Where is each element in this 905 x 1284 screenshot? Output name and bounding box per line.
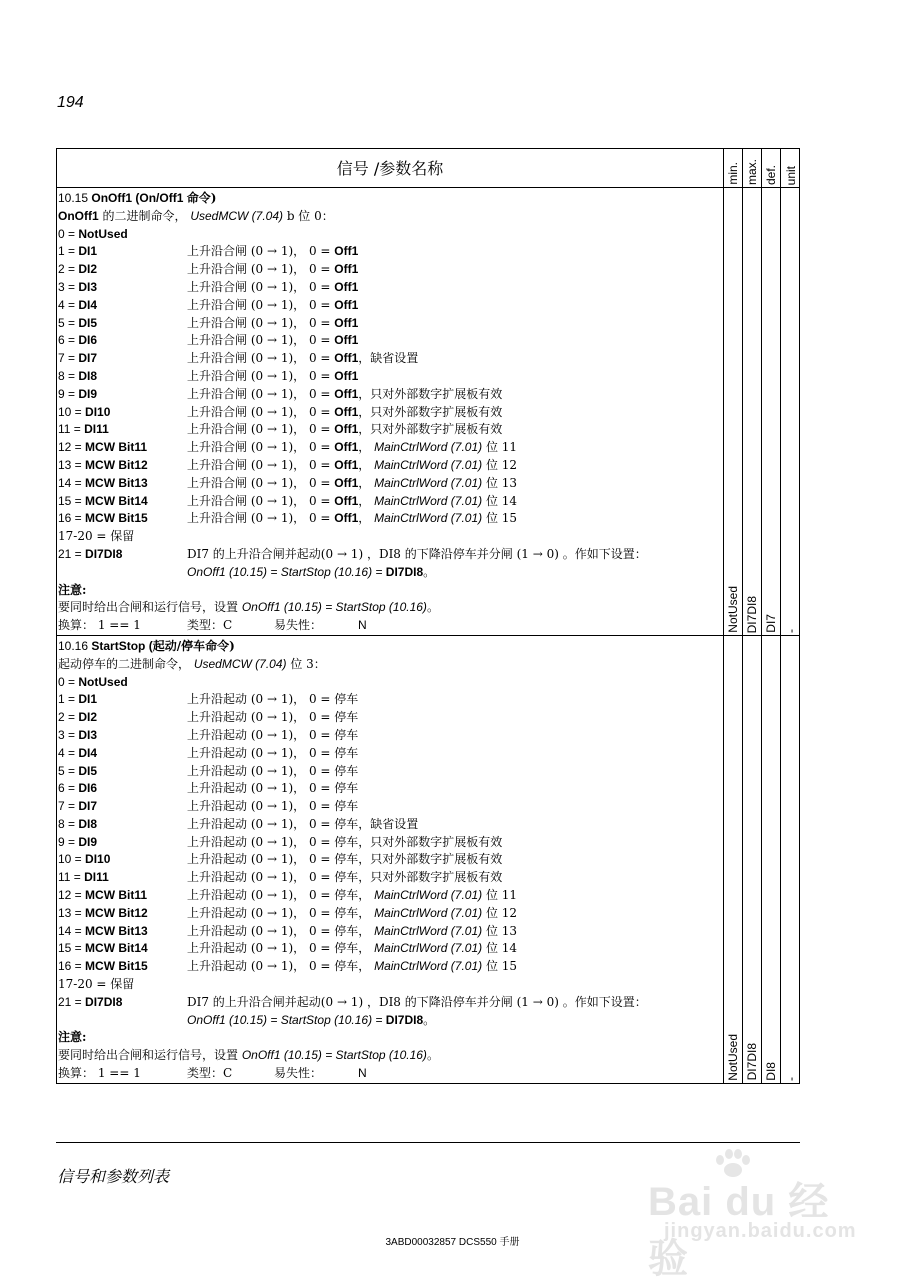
default-value: DI7	[764, 614, 778, 633]
option-desc: 上升沿起动 (0 → 1)， 0 = 停车	[187, 727, 359, 742]
option-number: 2 =	[58, 262, 79, 277]
di7di8-desc: DI7 的上升沿合闸并起动(0 → 1) ，DI8 的下降沿停车并分闸 (1 → 0) 。作如下设置：	[187, 994, 647, 1009]
desc-text: 起动停车的二进制命令，	[58, 656, 194, 671]
option-reference: MainCtrlWord (7.01)	[374, 511, 483, 526]
header-unit: unit	[784, 165, 798, 185]
option-desc: 上升沿合闸 (0 → 1)， 0 =	[187, 440, 335, 455]
option-note: ，	[358, 440, 375, 455]
option-row	[57, 332, 723, 350]
option-row	[57, 834, 723, 852]
option-name: MCW Bit15	[85, 511, 148, 526]
option-state: Off1	[334, 422, 359, 437]
option-number: 8 =	[58, 368, 79, 383]
option-row	[57, 798, 723, 816]
option-row	[57, 350, 723, 368]
option-note: ，	[358, 493, 375, 508]
footer-document-id: 3ABD00032857 DCS550 手册	[385, 1237, 520, 1248]
option-name: DI2	[78, 262, 98, 277]
option-reference: MainCtrlWord (7.01)	[374, 905, 483, 920]
option-state: Off1	[334, 475, 359, 490]
desc-reference: UsedMCW (7.04)	[193, 656, 287, 671]
option-number: 10 =	[58, 404, 86, 419]
option-row	[57, 261, 723, 279]
option-reference: MainCtrlWord (7.01)	[374, 475, 483, 490]
option-name: DI7DI8	[85, 994, 123, 1009]
option-zero	[57, 226, 723, 244]
option-row	[57, 745, 723, 763]
param-name-cn: 命令)	[186, 191, 217, 205]
option-desc: 上升沿合闸 (0 → 1)， 0 =	[187, 351, 335, 366]
option-di7di8	[57, 994, 723, 1012]
unit-value: -	[784, 628, 798, 633]
option-name: MCW Bit11	[85, 888, 148, 903]
note-label-text: 注意:	[58, 1030, 87, 1045]
option-row	[57, 780, 723, 798]
option-name: DI1	[78, 692, 98, 707]
option-reference: MainCtrlWord (7.01)	[374, 941, 483, 956]
note-text	[57, 1047, 723, 1065]
parameter-description-cell	[57, 188, 724, 636]
option-row	[57, 940, 723, 958]
option-state: Off1	[334, 368, 359, 383]
option-name: MCW Bit13	[85, 475, 148, 490]
def-cell	[762, 635, 781, 1083]
option-name: DI1	[78, 244, 98, 259]
baidu-watermark	[648, 1148, 858, 1281]
info-line	[57, 617, 723, 635]
option-reference: MainCtrlWord (7.01)	[374, 888, 483, 903]
option-number: 14 =	[58, 923, 86, 938]
option-bit: 位 13	[482, 475, 518, 490]
option-name: MCW Bit14	[85, 941, 148, 956]
header-min-cell	[724, 149, 743, 188]
param-number: 10.15	[58, 191, 92, 205]
option-state: Off1	[334, 493, 359, 508]
option-note: ，只对外部数字扩展板有效	[358, 422, 503, 437]
option-state: Off1	[334, 457, 359, 472]
option-state: Off1	[334, 262, 359, 277]
option-row	[57, 923, 723, 941]
option-note: ，只对外部数字扩展板有效	[358, 386, 503, 401]
header-title-cell	[57, 149, 724, 188]
watermark-logo: Bai du 经验	[648, 1180, 830, 1281]
header-max-cell	[743, 149, 762, 188]
option-number: 13 =	[58, 457, 86, 472]
option-bit: 位 13	[482, 923, 518, 938]
option-number: 15 =	[58, 493, 86, 508]
option-name: NotUsed	[78, 674, 128, 689]
option-note: ，缺省设置	[358, 351, 419, 366]
def-cell	[762, 188, 781, 636]
di7di8-formula	[57, 1012, 723, 1030]
option-bit: 位 12	[482, 905, 518, 920]
note-reference: OnOff1 (10.15) = StartStop (10.16)	[241, 1048, 427, 1063]
option-desc: 上升沿合闸 (0 → 1)， 0 =	[187, 422, 335, 437]
option-row	[57, 368, 723, 386]
di7di8-desc: DI7 的上升沿合闸并起动(0 → 1) ，DI8 的下降沿停车并分闸 (1 → 0) 。作如下设置：	[187, 546, 647, 561]
table-header-row	[57, 149, 800, 188]
formula-text: OnOff1 (10.15) = StartStop (10.16) =	[187, 1012, 386, 1027]
option-name: DI7	[78, 351, 98, 366]
option-number: 9 =	[58, 834, 79, 849]
formula-text: OnOff1 (10.15) = StartStop (10.16) =	[187, 564, 386, 579]
option-desc: 上升沿合闸 (0 → 1)， 0 =	[187, 297, 335, 312]
option-state: Off1	[334, 386, 359, 401]
option-desc: 上升沿合闸 (0 → 1)， 0 =	[187, 475, 335, 490]
note-body: 要同时给出合闸和运行信号，设置	[58, 600, 242, 615]
footer-rule	[56, 1142, 800, 1143]
formula-value: DI7DI8	[385, 1012, 424, 1027]
option-desc: 上升沿合闸 (0 → 1)， 0 =	[187, 404, 335, 419]
option-row	[57, 510, 723, 528]
unit-value: -	[784, 1076, 798, 1081]
option-desc: 上升沿起动 (0 → 1)， 0 = 停车	[187, 692, 359, 707]
option-bit: 位 11	[482, 440, 518, 455]
option-name: DI3	[78, 279, 98, 294]
option-name: NotUsed	[78, 226, 128, 241]
note-label-text: 注意:	[58, 582, 87, 597]
parameter-rows	[57, 188, 800, 1084]
parameter-title	[57, 190, 723, 208]
option-row	[57, 851, 723, 869]
option-row	[57, 386, 723, 404]
param-name: OnOff1 (On/Off1	[91, 191, 187, 205]
unit-cell	[781, 188, 800, 636]
option-name: DI7	[78, 799, 98, 814]
option-number: 1 =	[58, 244, 79, 259]
header-unit-cell	[781, 149, 800, 188]
option-row	[57, 439, 723, 457]
option-desc: 上升沿起动 (0 → 1)， 0 = 停车，只对外部数字扩展板有效	[187, 834, 503, 849]
header-min: min.	[726, 162, 740, 185]
option-desc: 上升沿起动 (0 → 1)， 0 = 停车，	[187, 941, 375, 956]
option-row	[57, 905, 723, 923]
option-name: DI4	[78, 745, 98, 760]
option-bit: 位 12	[482, 457, 518, 472]
option-number: 12 =	[58, 888, 86, 903]
volatile-text: 易失性：	[274, 1066, 323, 1081]
option-number: 10 =	[58, 852, 86, 867]
volatile-text: 易失性：	[274, 618, 323, 633]
option-row	[57, 763, 723, 781]
option-number: 21 =	[58, 546, 86, 561]
option-row	[57, 243, 723, 261]
min-value: NotUsed	[726, 586, 740, 633]
param-name-cn: 起动/停车命令)	[152, 638, 235, 653]
option-number: 16 =	[58, 959, 86, 974]
option-number: 14 =	[58, 475, 86, 490]
option-bit: 位 11	[482, 888, 518, 903]
reserved-text: 17-20 = 保留	[58, 977, 135, 992]
option-bit: 位 14	[482, 941, 518, 956]
option-bit: 位 15	[482, 959, 518, 974]
option-number: 5 =	[58, 763, 79, 778]
option-row	[57, 869, 723, 887]
option-desc: 上升沿合闸 (0 → 1)， 0 =	[187, 386, 335, 401]
max-value: DI7DI8	[745, 1043, 759, 1081]
option-row	[57, 475, 723, 493]
desc-name: OnOff1	[58, 208, 99, 223]
max-cell	[743, 635, 762, 1083]
option-number: 13 =	[58, 905, 86, 920]
option-name: DI10	[85, 852, 111, 867]
unit-cell	[781, 635, 800, 1083]
option-name: DI8	[78, 368, 98, 383]
option-desc: 上升沿合闸 (0 → 1)， 0 =	[187, 315, 335, 330]
formula-end: 。	[423, 1012, 436, 1027]
formula-end: 。	[423, 564, 436, 579]
option-number: 0 =	[58, 226, 79, 241]
desc-bit: 位 3：	[286, 656, 326, 671]
option-di7di8	[57, 546, 723, 564]
option-desc: 上升沿起动 (0 → 1)， 0 = 停车，只对外部数字扩展板有效	[187, 852, 503, 867]
parameter-row	[57, 188, 800, 636]
option-bit: 位 15	[482, 511, 518, 526]
option-name: DI3	[78, 727, 98, 742]
option-desc: 上升沿起动 (0 → 1)， 0 = 停车，	[187, 888, 375, 903]
volatile-value: N	[358, 1066, 367, 1081]
option-number: 11 =	[58, 422, 85, 437]
option-row	[57, 709, 723, 727]
option-number: 5 =	[58, 315, 79, 330]
watermark-url: jingyan.baidu.com	[664, 1220, 857, 1242]
option-number: 12 =	[58, 440, 86, 455]
option-row	[57, 279, 723, 297]
note-label	[57, 582, 723, 600]
option-note: ，	[358, 511, 375, 526]
option-row	[57, 404, 723, 422]
option-desc: 上升沿起动 (0 → 1)， 0 = 停车，	[187, 923, 375, 938]
min-value: NotUsed	[726, 1034, 740, 1081]
option-name: MCW Bit14	[85, 493, 148, 508]
option-name: DI9	[78, 386, 98, 401]
option-number: 0 =	[58, 674, 79, 689]
reserved-text: 17-20 = 保留	[58, 529, 135, 544]
type-text: 类型：C	[187, 1066, 233, 1081]
option-state: Off1	[334, 244, 359, 259]
option-name: DI8	[78, 816, 98, 831]
option-number: 7 =	[58, 351, 79, 366]
option-row	[57, 421, 723, 439]
option-number: 2 =	[58, 710, 79, 725]
option-desc: 上升沿合闸 (0 → 1)， 0 =	[187, 262, 335, 277]
option-desc: 上升沿起动 (0 → 1)， 0 = 停车	[187, 781, 359, 796]
option-desc: 上升沿起动 (0 → 1)， 0 = 停车，	[187, 959, 375, 974]
option-name: DI11	[84, 422, 109, 437]
option-desc: 上升沿起动 (0 → 1)， 0 = 停车	[187, 799, 359, 814]
note-label	[57, 1029, 723, 1047]
option-number: 4 =	[58, 745, 79, 760]
option-name: MCW Bit15	[85, 959, 148, 974]
parameter-description	[57, 656, 723, 674]
option-name: DI5	[78, 315, 98, 330]
min-cell	[724, 188, 743, 636]
option-name: DI9	[78, 834, 98, 849]
option-zero	[57, 674, 723, 692]
type-text: 类型：C	[187, 618, 233, 633]
option-desc: 上升沿合闸 (0 → 1)， 0 =	[187, 511, 335, 526]
max-value: DI7DI8	[745, 595, 759, 633]
note-end: 。	[426, 600, 439, 615]
option-number: 15 =	[58, 941, 86, 956]
option-reference: MainCtrlWord (7.01)	[374, 959, 483, 974]
parameter-row	[57, 635, 800, 1083]
footer-section-title: 信号和参数列表	[57, 1167, 170, 1186]
option-row	[57, 816, 723, 834]
param-number: 10.16	[58, 638, 92, 653]
option-desc: 上升沿合闸 (0 → 1)， 0 =	[187, 368, 335, 383]
option-desc: 上升沿起动 (0 → 1)， 0 = 停车，	[187, 905, 375, 920]
option-note: ，	[358, 457, 375, 472]
option-name: DI7DI8	[85, 546, 123, 561]
di7di8-formula	[57, 564, 723, 582]
option-note: ，只对外部数字扩展板有效	[358, 404, 503, 419]
scale-text: 换算： 1 == 1	[58, 1066, 141, 1081]
option-reference: MainCtrlWord (7.01)	[374, 457, 483, 472]
option-desc: 上升沿起动 (0 → 1)， 0 = 停车，缺省设置	[187, 816, 419, 831]
option-state: Off1	[334, 333, 359, 348]
option-name: DI5	[78, 763, 98, 778]
option-desc: 上升沿合闸 (0 → 1)， 0 =	[187, 457, 335, 472]
option-number: 3 =	[58, 279, 79, 294]
option-name: MCW Bit12	[85, 905, 148, 920]
note-end: 。	[426, 1048, 439, 1063]
option-name: DI11	[84, 870, 109, 885]
option-reserved	[57, 528, 723, 546]
option-name: DI6	[78, 333, 98, 348]
option-number: 4 =	[58, 297, 79, 312]
info-line	[57, 1065, 723, 1083]
header-max: max.	[745, 158, 759, 185]
option-desc: 上升沿合闸 (0 → 1)， 0 =	[187, 279, 335, 294]
option-row	[57, 457, 723, 475]
page-number: 194	[57, 94, 84, 111]
option-number: 7 =	[58, 799, 79, 814]
option-row	[57, 727, 723, 745]
option-number: 1 =	[58, 692, 79, 707]
header-title: 信号 /参数名称	[336, 159, 444, 178]
parameter-description	[57, 208, 723, 226]
option-number: 11 =	[58, 870, 85, 885]
option-number: 6 =	[58, 781, 79, 796]
option-number: 6 =	[58, 333, 79, 348]
option-desc: 上升沿合闸 (0 → 1)， 0 =	[187, 493, 335, 508]
parameter-title	[57, 638, 723, 656]
option-desc: 上升沿起动 (0 → 1)， 0 = 停车	[187, 763, 359, 778]
option-name: DI2	[78, 710, 98, 725]
option-state: Off1	[334, 440, 359, 455]
option-number: 8 =	[58, 816, 79, 831]
option-number: 16 =	[58, 511, 86, 526]
option-state: Off1	[334, 511, 359, 526]
option-number: 21 =	[58, 994, 86, 1009]
option-state: Off1	[334, 351, 359, 366]
option-desc: 上升沿起动 (0 → 1)， 0 = 停车	[187, 745, 359, 760]
option-desc: 上升沿合闸 (0 → 1)， 0 =	[187, 333, 335, 348]
note-reference: OnOff1 (10.15) = StartStop (10.16)	[241, 600, 427, 615]
parameter-description-cell	[57, 635, 724, 1083]
option-row	[57, 315, 723, 333]
note-text	[57, 599, 723, 617]
header-def-cell	[762, 149, 781, 188]
parameter-table	[56, 148, 800, 1084]
header-def: def.	[764, 164, 778, 185]
max-cell	[743, 188, 762, 636]
option-row	[57, 297, 723, 315]
option-name: DI6	[78, 781, 98, 796]
option-reference: MainCtrlWord (7.01)	[374, 493, 483, 508]
desc-bit: b 位 0：	[283, 208, 334, 223]
option-name: DI4	[78, 297, 98, 312]
option-desc: 上升沿合闸 (0 → 1)， 0 =	[187, 244, 335, 259]
option-state: Off1	[334, 297, 359, 312]
option-row	[57, 691, 723, 709]
desc-text: 的二进制命令，	[98, 208, 191, 223]
option-state: Off1	[334, 404, 359, 419]
formula-value: DI7DI8	[385, 564, 424, 579]
option-note: ，	[358, 475, 375, 490]
default-value: DI8	[764, 1062, 778, 1081]
option-row	[57, 493, 723, 511]
desc-reference: UsedMCW (7.04)	[190, 208, 283, 223]
option-name: DI10	[85, 404, 111, 419]
option-name: MCW Bit11	[85, 440, 148, 455]
option-state: Off1	[334, 315, 359, 330]
option-number: 3 =	[58, 727, 79, 742]
option-name: MCW Bit13	[85, 923, 148, 938]
option-desc: 上升沿起动 (0 → 1)， 0 = 停车	[187, 710, 359, 725]
option-bit: 位 14	[482, 493, 518, 508]
option-reserved	[57, 976, 723, 994]
option-reference: MainCtrlWord (7.01)	[374, 440, 483, 455]
note-body: 要同时给出合闸和运行信号，设置	[58, 1048, 242, 1063]
option-number: 9 =	[58, 386, 79, 401]
option-desc: 上升沿起动 (0 → 1)， 0 = 停车，只对外部数字扩展板有效	[187, 870, 503, 885]
scale-text: 换算： 1 == 1	[58, 618, 141, 633]
option-name: MCW Bit12	[85, 457, 148, 472]
option-state: Off1	[334, 279, 359, 294]
min-cell	[724, 635, 743, 1083]
option-row	[57, 887, 723, 905]
option-row	[57, 958, 723, 976]
param-name: StartStop (	[91, 638, 153, 653]
volatile-value: N	[358, 618, 367, 633]
option-reference: MainCtrlWord (7.01)	[374, 923, 483, 938]
